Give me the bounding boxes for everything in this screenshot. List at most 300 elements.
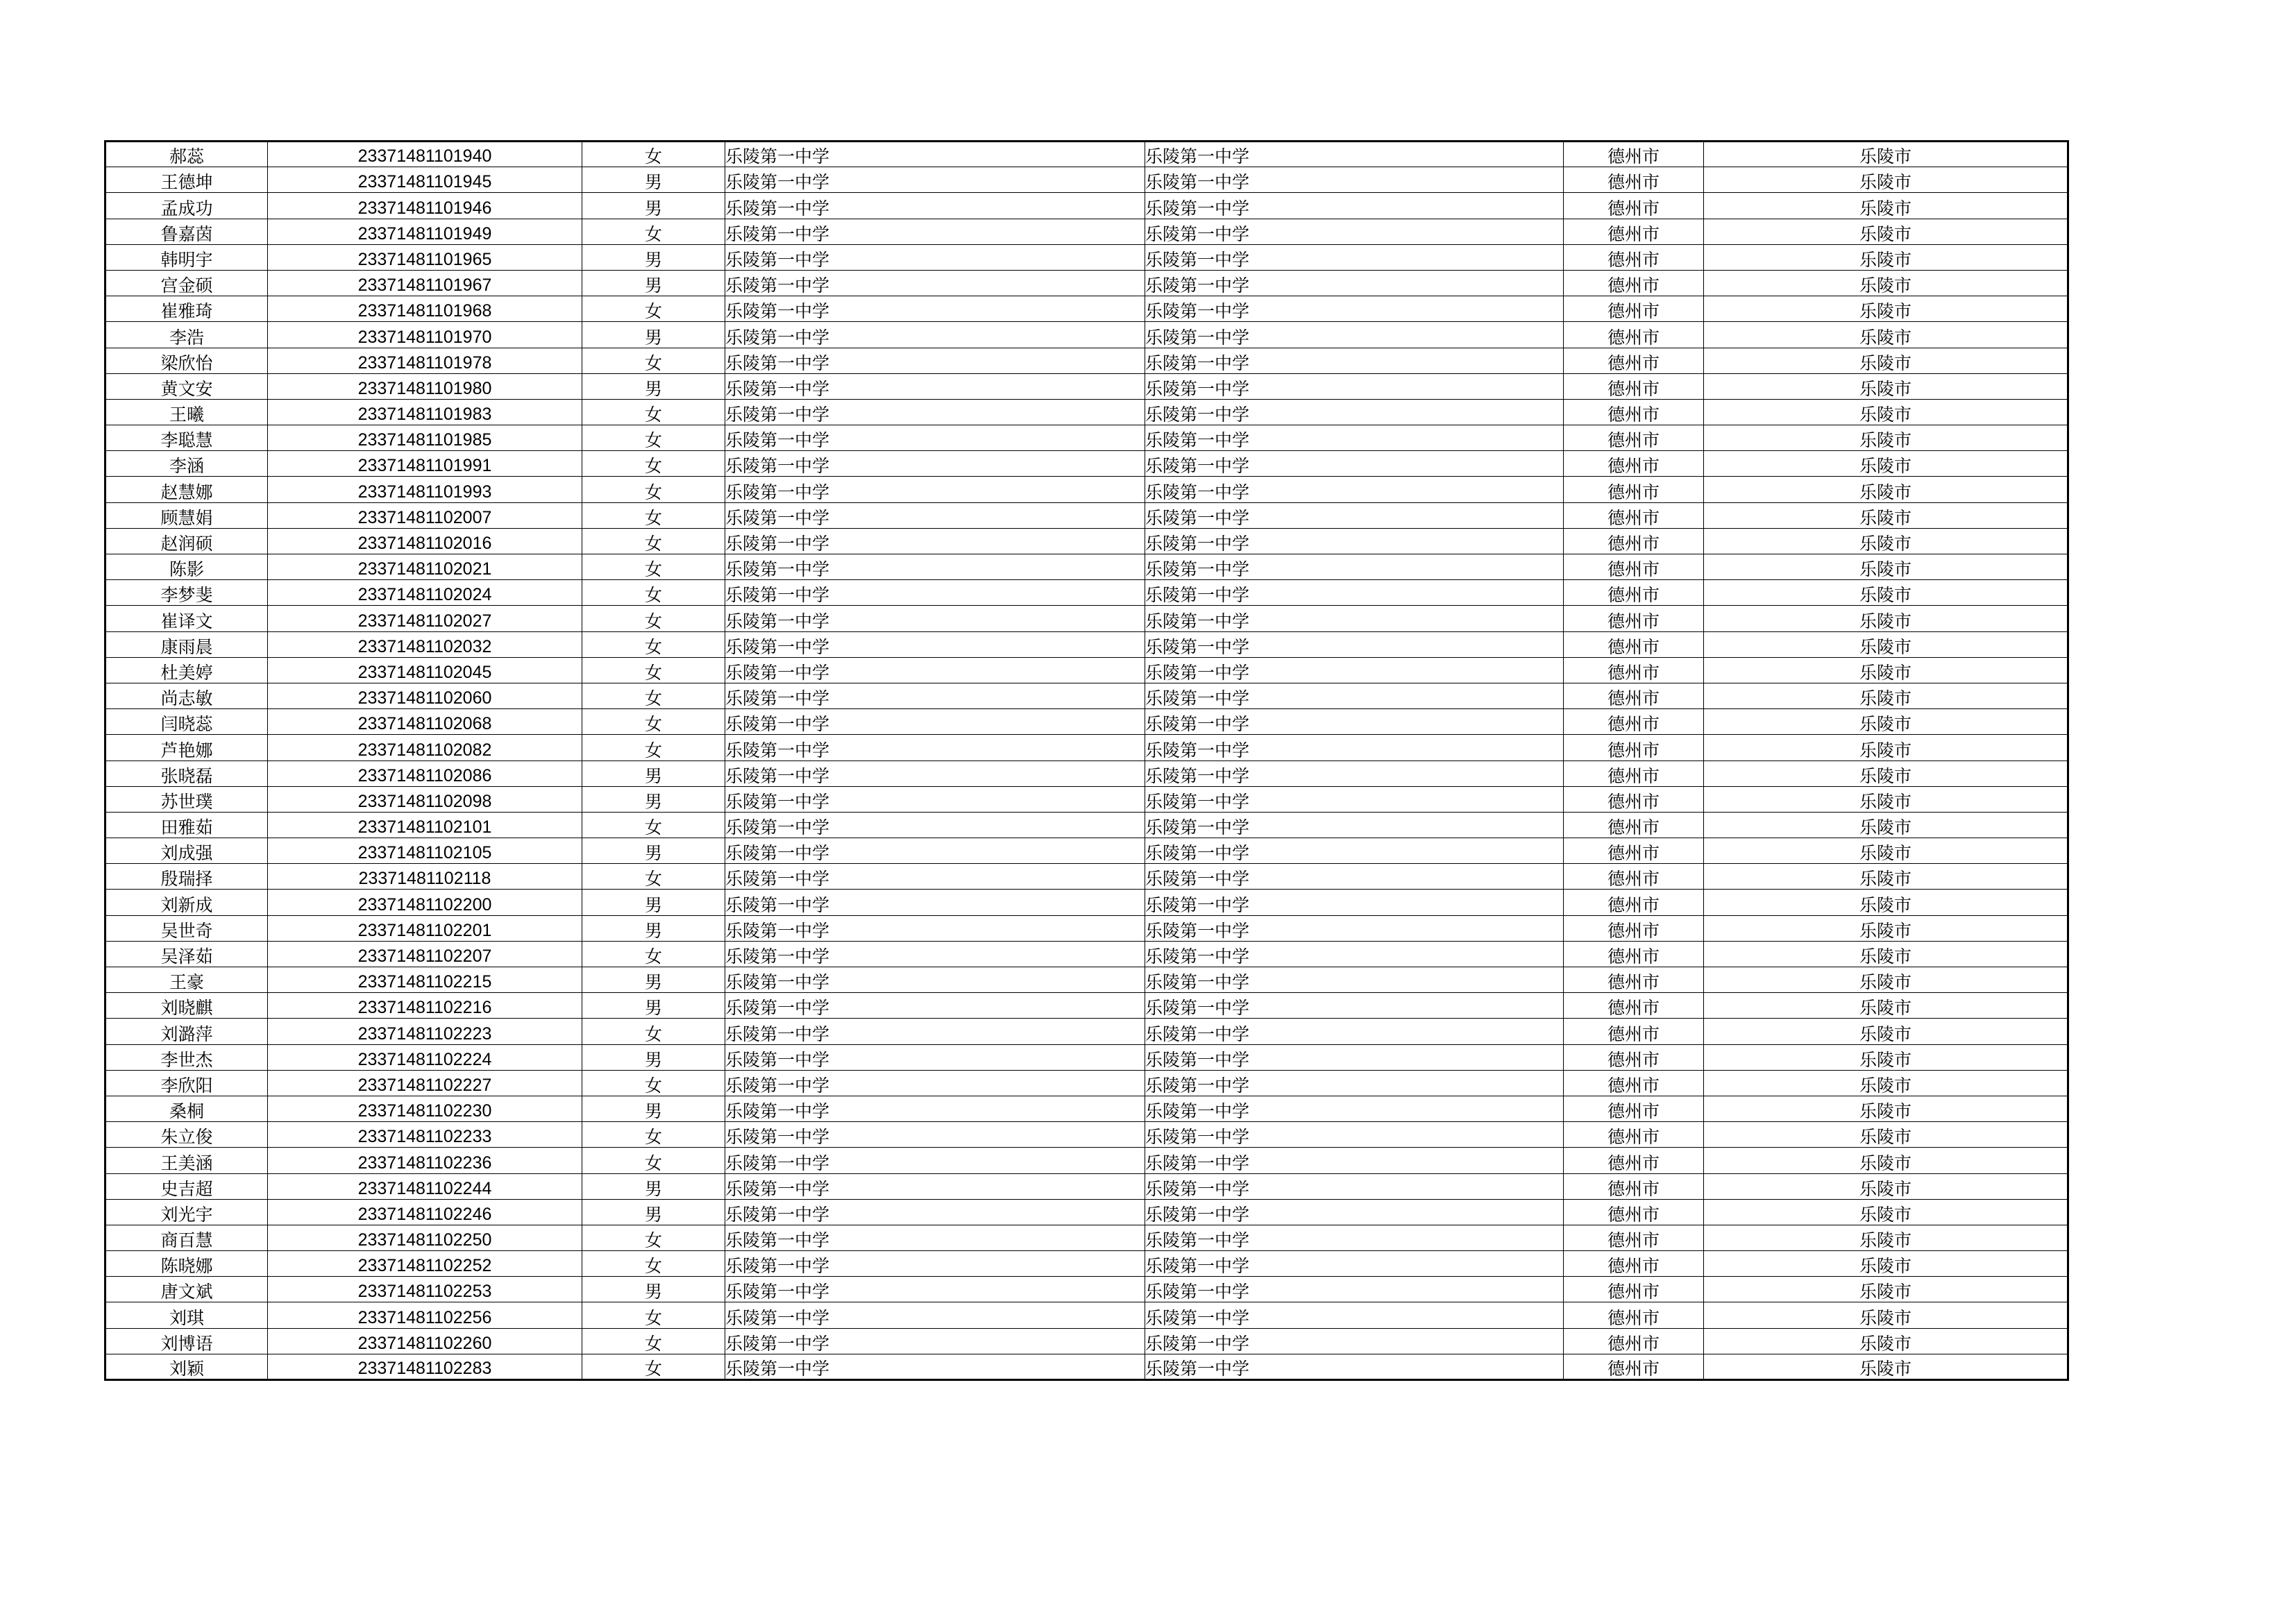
- exam-site-cell: 乐陵第一中学: [1145, 786, 1564, 812]
- exam-number-cell: 23371481102200: [268, 890, 582, 915]
- exam-number-cell: 23371481101967: [268, 270, 582, 296]
- school-cell: 乐陵第一中学: [725, 244, 1145, 270]
- school-cell: 乐陵第一中学: [725, 1096, 1145, 1121]
- gender-cell: 女: [582, 477, 725, 502]
- county-cell: 乐陵市: [1704, 219, 2068, 244]
- exam-site-cell: 乐陵第一中学: [1145, 657, 1564, 683]
- exam-number-cell: 23371481101978: [268, 348, 582, 373]
- student-name-cell: 王美涵: [105, 1148, 268, 1173]
- county-cell: 乐陵市: [1704, 1019, 2068, 1044]
- exam-site-cell: 乐陵第一中学: [1145, 554, 1564, 580]
- city-cell: 德州市: [1564, 1328, 1704, 1354]
- exam-number-cell: 23371481102032: [268, 631, 582, 657]
- student-name-cell: 孟成功: [105, 193, 268, 219]
- city-cell: 德州市: [1564, 915, 1704, 941]
- exam-number-cell: 23371481101993: [268, 477, 582, 502]
- exam-site-cell: 乐陵第一中学: [1145, 322, 1564, 348]
- exam-number-cell: 23371481102216: [268, 993, 582, 1019]
- gender-cell: 女: [582, 709, 725, 735]
- exam-number-cell: 23371481102227: [268, 1070, 582, 1096]
- city-cell: 德州市: [1564, 1199, 1704, 1225]
- table-row: [105, 1302, 2068, 1328]
- table-row: [105, 631, 2068, 657]
- gender-cell: 男: [582, 1044, 725, 1070]
- exam-site-cell: 乐陵第一中学: [1145, 1122, 1564, 1148]
- school-cell: 乐陵第一中学: [725, 1251, 1145, 1277]
- student-name-cell: 刘琪: [105, 1302, 268, 1328]
- county-cell: 乐陵市: [1704, 244, 2068, 270]
- gender-cell: 男: [582, 915, 725, 941]
- gender-cell: 女: [582, 1019, 725, 1044]
- city-cell: 德州市: [1564, 219, 1704, 244]
- county-cell: 乐陵市: [1704, 993, 2068, 1019]
- school-cell: 乐陵第一中学: [725, 786, 1145, 812]
- county-cell: 乐陵市: [1704, 1277, 2068, 1302]
- city-cell: 德州市: [1564, 322, 1704, 348]
- table-row: [105, 1199, 2068, 1225]
- gender-cell: 女: [582, 1148, 725, 1173]
- county-cell: 乐陵市: [1704, 812, 2068, 838]
- table-row: [105, 451, 2068, 477]
- county-cell: 乐陵市: [1704, 967, 2068, 993]
- exam-site-cell: 乐陵第一中学: [1145, 502, 1564, 528]
- county-cell: 乐陵市: [1704, 760, 2068, 786]
- city-cell: 德州市: [1564, 1070, 1704, 1096]
- county-cell: 乐陵市: [1704, 606, 2068, 631]
- gender-cell: 女: [582, 1225, 725, 1250]
- exam-site-cell: 乐陵第一中学: [1145, 270, 1564, 296]
- school-cell: 乐陵第一中学: [725, 451, 1145, 477]
- county-cell: 乐陵市: [1704, 1044, 2068, 1070]
- gender-cell: 女: [582, 657, 725, 683]
- table-row: [105, 657, 2068, 683]
- city-cell: 德州市: [1564, 502, 1704, 528]
- exam-site-cell: 乐陵第一中学: [1145, 1044, 1564, 1070]
- city-cell: 德州市: [1564, 1173, 1704, 1199]
- student-name-cell: 田雅茹: [105, 812, 268, 838]
- school-cell: 乐陵第一中学: [725, 142, 1145, 167]
- school-cell: 乐陵第一中学: [725, 1199, 1145, 1225]
- school-cell: 乐陵第一中学: [725, 554, 1145, 580]
- gender-cell: 女: [582, 502, 725, 528]
- gender-cell: 女: [582, 348, 725, 373]
- exam-site-cell: 乐陵第一中学: [1145, 709, 1564, 735]
- student-name-cell: 闫晓蕊: [105, 709, 268, 735]
- table-row: [105, 348, 2068, 373]
- student-name-cell: 尚志敏: [105, 683, 268, 708]
- student-name-cell: 殷瑞择: [105, 864, 268, 890]
- table-row: [105, 812, 2068, 838]
- exam-site-cell: 乐陵第一中学: [1145, 1354, 1564, 1379]
- gender-cell: 女: [582, 296, 725, 322]
- county-cell: 乐陵市: [1704, 838, 2068, 864]
- student-name-cell: 李梦斐: [105, 580, 268, 606]
- exam-number-cell: 23371481102068: [268, 709, 582, 735]
- gender-cell: 女: [582, 735, 725, 760]
- exam-number-cell: 23371481101949: [268, 219, 582, 244]
- exam-site-cell: 乐陵第一中学: [1145, 631, 1564, 657]
- table-row: [105, 1328, 2068, 1354]
- gender-cell: 男: [582, 322, 725, 348]
- exam-number-cell: 23371481102250: [268, 1225, 582, 1250]
- city-cell: 德州市: [1564, 193, 1704, 219]
- gender-cell: 女: [582, 1328, 725, 1354]
- exam-number-cell: 23371481102105: [268, 838, 582, 864]
- county-cell: 乐陵市: [1704, 399, 2068, 425]
- exam-site-cell: 乐陵第一中学: [1145, 219, 1564, 244]
- student-name-cell: 陈影: [105, 554, 268, 580]
- exam-site-cell: 乐陵第一中学: [1145, 941, 1564, 967]
- exam-site-cell: 乐陵第一中学: [1145, 244, 1564, 270]
- gender-cell: 男: [582, 993, 725, 1019]
- exam-number-cell: 23371481102283: [268, 1354, 582, 1379]
- exam-site-cell: 乐陵第一中学: [1145, 580, 1564, 606]
- city-cell: 德州市: [1564, 993, 1704, 1019]
- city-cell: 德州市: [1564, 606, 1704, 631]
- gender-cell: 男: [582, 167, 725, 193]
- county-cell: 乐陵市: [1704, 735, 2068, 760]
- exam-site-cell: 乐陵第一中学: [1145, 812, 1564, 838]
- exam-number-cell: 23371481102098: [268, 786, 582, 812]
- gender-cell: 女: [582, 580, 725, 606]
- exam-number-cell: 23371481102253: [268, 1277, 582, 1302]
- table-row: [105, 554, 2068, 580]
- exam-number-cell: 23371481102086: [268, 760, 582, 786]
- county-cell: 乐陵市: [1704, 502, 2068, 528]
- school-cell: 乐陵第一中学: [725, 941, 1145, 967]
- table-row: [105, 193, 2068, 219]
- exam-number-cell: 23371481102016: [268, 528, 582, 554]
- city-cell: 德州市: [1564, 631, 1704, 657]
- city-cell: 德州市: [1564, 451, 1704, 477]
- school-cell: 乐陵第一中学: [725, 890, 1145, 915]
- student-name-cell: 李聪慧: [105, 425, 268, 451]
- county-cell: 乐陵市: [1704, 915, 2068, 941]
- school-cell: 乐陵第一中学: [725, 1302, 1145, 1328]
- exam-site-cell: 乐陵第一中学: [1145, 1328, 1564, 1354]
- exam-site-cell: 乐陵第一中学: [1145, 683, 1564, 708]
- table-row: [105, 709, 2068, 735]
- exam-site-cell: 乐陵第一中学: [1145, 1251, 1564, 1277]
- exam-site-cell: 乐陵第一中学: [1145, 1019, 1564, 1044]
- exam-site-cell: 乐陵第一中学: [1145, 1148, 1564, 1173]
- student-name-cell: 陈晓娜: [105, 1251, 268, 1277]
- gender-cell: 男: [582, 786, 725, 812]
- city-cell: 德州市: [1564, 1251, 1704, 1277]
- school-cell: 乐陵第一中学: [725, 864, 1145, 890]
- gender-cell: 女: [582, 1251, 725, 1277]
- gender-cell: 女: [582, 425, 725, 451]
- county-cell: 乐陵市: [1704, 709, 2068, 735]
- table-row: [105, 296, 2068, 322]
- table-row: [105, 373, 2068, 399]
- student-name-cell: 刘颖: [105, 1354, 268, 1379]
- gender-cell: 女: [582, 1354, 725, 1379]
- school-cell: 乐陵第一中学: [725, 167, 1145, 193]
- exam-number-cell: 23371481102256: [268, 1302, 582, 1328]
- table-row: [105, 477, 2068, 502]
- student-name-cell: 刘光宇: [105, 1199, 268, 1225]
- county-cell: 乐陵市: [1704, 657, 2068, 683]
- table-row: [105, 1225, 2068, 1250]
- school-cell: 乐陵第一中学: [725, 915, 1145, 941]
- county-cell: 乐陵市: [1704, 1148, 2068, 1173]
- roster-body: [105, 142, 2068, 1380]
- gender-cell: 女: [582, 1070, 725, 1096]
- school-cell: 乐陵第一中学: [725, 967, 1145, 993]
- student-name-cell: 鲁嘉茵: [105, 219, 268, 244]
- county-cell: 乐陵市: [1704, 580, 2068, 606]
- city-cell: 德州市: [1564, 244, 1704, 270]
- table-row: [105, 1354, 2068, 1379]
- table-row: [105, 1173, 2068, 1199]
- table-row: [105, 838, 2068, 864]
- exam-site-cell: 乐陵第一中学: [1145, 1173, 1564, 1199]
- county-cell: 乐陵市: [1704, 786, 2068, 812]
- exam-number-cell: 23371481102207: [268, 941, 582, 967]
- city-cell: 德州市: [1564, 812, 1704, 838]
- exam-site-cell: 乐陵第一中学: [1145, 1225, 1564, 1250]
- student-name-cell: 王德坤: [105, 167, 268, 193]
- table-row: [105, 890, 2068, 915]
- county-cell: 乐陵市: [1704, 1302, 2068, 1328]
- table-row: [105, 1148, 2068, 1173]
- city-cell: 德州市: [1564, 1148, 1704, 1173]
- city-cell: 德州市: [1564, 967, 1704, 993]
- exam-number-cell: 23371481102224: [268, 1044, 582, 1070]
- county-cell: 乐陵市: [1704, 1354, 2068, 1379]
- school-cell: 乐陵第一中学: [725, 1148, 1145, 1173]
- exam-number-cell: 23371481102223: [268, 1019, 582, 1044]
- exam-number-cell: 23371481101945: [268, 167, 582, 193]
- county-cell: 乐陵市: [1704, 1225, 2068, 1250]
- city-cell: 德州市: [1564, 296, 1704, 322]
- student-name-cell: 王豪: [105, 967, 268, 993]
- city-cell: 德州市: [1564, 167, 1704, 193]
- exam-number-cell: 23371481102045: [268, 657, 582, 683]
- exam-number-cell: 23371481101985: [268, 425, 582, 451]
- gender-cell: 男: [582, 270, 725, 296]
- student-name-cell: 康雨晨: [105, 631, 268, 657]
- gender-cell: 女: [582, 631, 725, 657]
- county-cell: 乐陵市: [1704, 425, 2068, 451]
- county-cell: 乐陵市: [1704, 1251, 2068, 1277]
- exam-site-cell: 乐陵第一中学: [1145, 528, 1564, 554]
- school-cell: 乐陵第一中学: [725, 631, 1145, 657]
- student-name-cell: 李涵: [105, 451, 268, 477]
- exam-site-cell: 乐陵第一中学: [1145, 735, 1564, 760]
- exam-number-cell: 23371481101980: [268, 373, 582, 399]
- exam-number-cell: 23371481102236: [268, 1148, 582, 1173]
- city-cell: 德州市: [1564, 760, 1704, 786]
- exam-site-cell: 乐陵第一中学: [1145, 167, 1564, 193]
- city-cell: 德州市: [1564, 142, 1704, 167]
- exam-number-cell: 23371481101940: [268, 142, 582, 167]
- student-name-cell: 郝蕊: [105, 142, 268, 167]
- city-cell: 德州市: [1564, 1122, 1704, 1148]
- student-name-cell: 梁欣怡: [105, 348, 268, 373]
- city-cell: 德州市: [1564, 477, 1704, 502]
- gender-cell: 男: [582, 967, 725, 993]
- gender-cell: 女: [582, 683, 725, 708]
- city-cell: 德州市: [1564, 864, 1704, 890]
- county-cell: 乐陵市: [1704, 322, 2068, 348]
- county-cell: 乐陵市: [1704, 348, 2068, 373]
- student-name-cell: 崔译文: [105, 606, 268, 631]
- city-cell: 德州市: [1564, 373, 1704, 399]
- county-cell: 乐陵市: [1704, 451, 2068, 477]
- school-cell: 乐陵第一中学: [725, 477, 1145, 502]
- exam-site-cell: 乐陵第一中学: [1145, 373, 1564, 399]
- county-cell: 乐陵市: [1704, 373, 2068, 399]
- county-cell: 乐陵市: [1704, 477, 2068, 502]
- city-cell: 德州市: [1564, 1277, 1704, 1302]
- county-cell: 乐陵市: [1704, 631, 2068, 657]
- table-row: [105, 606, 2068, 631]
- exam-number-cell: 23371481101970: [268, 322, 582, 348]
- exam-site-cell: 乐陵第一中学: [1145, 838, 1564, 864]
- exam-site-cell: 乐陵第一中学: [1145, 1302, 1564, 1328]
- gender-cell: 女: [582, 1122, 725, 1148]
- student-name-cell: 刘潞萍: [105, 1019, 268, 1044]
- table-row: [105, 244, 2068, 270]
- school-cell: 乐陵第一中学: [725, 838, 1145, 864]
- gender-cell: 男: [582, 1199, 725, 1225]
- exam-number-cell: 23371481102027: [268, 606, 582, 631]
- table-row: [105, 1122, 2068, 1148]
- exam-site-cell: 乐陵第一中学: [1145, 348, 1564, 373]
- exam-site-cell: 乐陵第一中学: [1145, 864, 1564, 890]
- table-row: [105, 1070, 2068, 1096]
- gender-cell: 男: [582, 890, 725, 915]
- school-cell: 乐陵第一中学: [725, 735, 1145, 760]
- table-row: [105, 142, 2068, 167]
- city-cell: 德州市: [1564, 1302, 1704, 1328]
- county-cell: 乐陵市: [1704, 167, 2068, 193]
- gender-cell: 女: [582, 941, 725, 967]
- school-cell: 乐陵第一中学: [725, 1070, 1145, 1096]
- school-cell: 乐陵第一中学: [725, 425, 1145, 451]
- exam-number-cell: 23371481102215: [268, 967, 582, 993]
- exam-number-cell: 23371481102024: [268, 580, 582, 606]
- city-cell: 德州市: [1564, 348, 1704, 373]
- student-name-cell: 赵润硕: [105, 528, 268, 554]
- county-cell: 乐陵市: [1704, 1173, 2068, 1199]
- gender-cell: 男: [582, 838, 725, 864]
- table-row: [105, 1044, 2068, 1070]
- exam-site-cell: 乐陵第一中学: [1145, 451, 1564, 477]
- table-row: [105, 270, 2068, 296]
- exam-number-cell: 23371481101968: [268, 296, 582, 322]
- gender-cell: 男: [582, 193, 725, 219]
- city-cell: 德州市: [1564, 270, 1704, 296]
- student-name-cell: 李欣阳: [105, 1070, 268, 1096]
- gender-cell: 女: [582, 1302, 725, 1328]
- school-cell: 乐陵第一中学: [725, 606, 1145, 631]
- gender-cell: 女: [582, 812, 725, 838]
- school-cell: 乐陵第一中学: [725, 1019, 1145, 1044]
- exam-number-cell: 23371481102101: [268, 812, 582, 838]
- gender-cell: 男: [582, 373, 725, 399]
- gender-cell: 男: [582, 244, 725, 270]
- student-name-cell: 崔雅琦: [105, 296, 268, 322]
- exam-number-cell: 23371481102230: [268, 1096, 582, 1121]
- city-cell: 德州市: [1564, 1225, 1704, 1250]
- exam-number-cell: 23371481102201: [268, 915, 582, 941]
- county-cell: 乐陵市: [1704, 1070, 2068, 1096]
- city-cell: 德州市: [1564, 657, 1704, 683]
- school-cell: 乐陵第一中学: [725, 683, 1145, 708]
- exam-site-cell: 乐陵第一中学: [1145, 425, 1564, 451]
- exam-site-cell: 乐陵第一中学: [1145, 399, 1564, 425]
- table-row: [105, 915, 2068, 941]
- table-row: [105, 1019, 2068, 1044]
- county-cell: 乐陵市: [1704, 270, 2068, 296]
- school-cell: 乐陵第一中学: [725, 760, 1145, 786]
- student-roster-table: [104, 140, 2069, 1381]
- exam-number-cell: 23371481102233: [268, 1122, 582, 1148]
- exam-number-cell: 23371481102244: [268, 1173, 582, 1199]
- student-name-cell: 韩明宇: [105, 244, 268, 270]
- exam-number-cell: 23371481101965: [268, 244, 582, 270]
- school-cell: 乐陵第一中学: [725, 528, 1145, 554]
- city-cell: 德州市: [1564, 1354, 1704, 1379]
- exam-number-cell: 23371481102260: [268, 1328, 582, 1354]
- table-row: [105, 864, 2068, 890]
- student-name-cell: 杜美婷: [105, 657, 268, 683]
- city-cell: 德州市: [1564, 683, 1704, 708]
- exam-number-cell: 23371481101983: [268, 399, 582, 425]
- county-cell: 乐陵市: [1704, 1328, 2068, 1354]
- school-cell: 乐陵第一中学: [725, 193, 1145, 219]
- gender-cell: 女: [582, 142, 725, 167]
- exam-site-cell: 乐陵第一中学: [1145, 915, 1564, 941]
- county-cell: 乐陵市: [1704, 193, 2068, 219]
- school-cell: 乐陵第一中学: [725, 1173, 1145, 1199]
- student-name-cell: 刘晓麒: [105, 993, 268, 1019]
- student-name-cell: 张晓磊: [105, 760, 268, 786]
- city-cell: 德州市: [1564, 786, 1704, 812]
- student-name-cell: 桑桐: [105, 1096, 268, 1121]
- gender-cell: 女: [582, 606, 725, 631]
- exam-site-cell: 乐陵第一中学: [1145, 606, 1564, 631]
- school-cell: 乐陵第一中学: [725, 296, 1145, 322]
- gender-cell: 男: [582, 1096, 725, 1121]
- city-cell: 德州市: [1564, 941, 1704, 967]
- school-cell: 乐陵第一中学: [725, 1122, 1145, 1148]
- student-name-cell: 赵慧娜: [105, 477, 268, 502]
- gender-cell: 女: [582, 864, 725, 890]
- school-cell: 乐陵第一中学: [725, 373, 1145, 399]
- exam-site-cell: 乐陵第一中学: [1145, 760, 1564, 786]
- student-name-cell: 唐文斌: [105, 1277, 268, 1302]
- table-row: [105, 425, 2068, 451]
- county-cell: 乐陵市: [1704, 1122, 2068, 1148]
- table-row: [105, 683, 2068, 708]
- city-cell: 德州市: [1564, 580, 1704, 606]
- school-cell: 乐陵第一中学: [725, 709, 1145, 735]
- exam-site-cell: 乐陵第一中学: [1145, 967, 1564, 993]
- exam-number-cell: 23371481102118: [268, 864, 582, 890]
- gender-cell: 女: [582, 219, 725, 244]
- table-row: [105, 941, 2068, 967]
- exam-number-cell: 23371481102246: [268, 1199, 582, 1225]
- city-cell: 德州市: [1564, 838, 1704, 864]
- school-cell: 乐陵第一中学: [725, 1328, 1145, 1354]
- exam-number-cell: 23371481102082: [268, 735, 582, 760]
- county-cell: 乐陵市: [1704, 864, 2068, 890]
- gender-cell: 女: [582, 399, 725, 425]
